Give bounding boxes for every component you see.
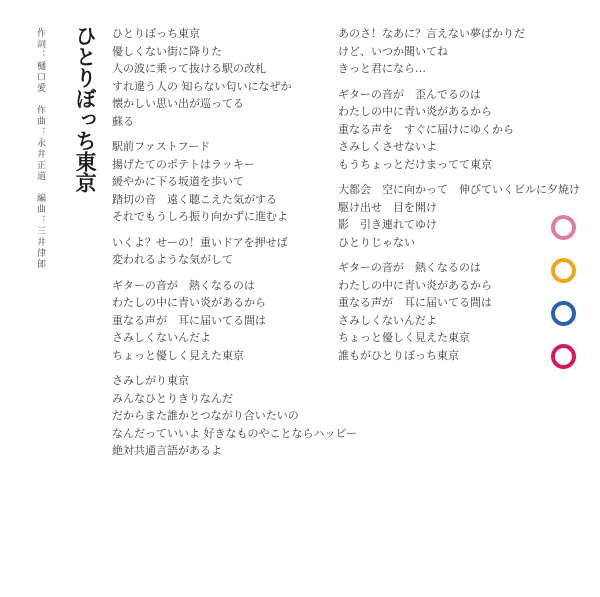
lyric-line: もうちょっとだけまってて東京 [338,157,492,171]
lyrics-stanza [112,138,357,226]
lyric-line: だからまた誰かとつながり合いたいの [112,409,299,422]
lyrics-stanza [338,259,580,364]
credits-vertical-text: 作詞：樋口愛 作曲：永井正道 編曲：三井律郎 [35,28,45,270]
lyrics-stanza [338,86,580,174]
lyric-line: さみしくさせないよ [338,140,437,153]
lyric-line: わたしの中に青い炎があるから [112,296,266,309]
lyric-line: みんなひとりきりなんだ [112,391,233,405]
lyric-line: わたしの中に青い炎があるから [338,278,492,292]
yellow-ring-icon [551,258,576,283]
lyric-line: ちょっと優しく見えた東京 [112,348,244,362]
lyric-line: 重なる声が 耳に届いてる間は [112,313,266,327]
lyric-line: 懐かしい思い出が巡ってる [112,97,244,110]
crimson-ring-icon [551,344,576,369]
pink-ring-icon [551,215,576,240]
lyrics-stanza [112,277,357,365]
lyric-line: 影 引き連れてゆけ [338,218,437,231]
lyrics-stanza [338,25,580,78]
lyric-line: ギターの音が 歪んでるのは [338,87,481,101]
lyric-line: それでもうしろ振り向かずに進むよ [112,210,288,223]
lyric-line: 誰もがひとりぼっち東京 [338,348,459,362]
lyric-line: さみしくないんだよ [338,313,437,327]
lyric-line: わたしの中に青い炎があるから [338,105,492,118]
lyric-line: けど、いつか聞いてね [338,44,448,58]
member-color-rings [551,215,576,369]
blue-ring-icon [551,301,576,326]
lyric-line: すれ違う人の 知らない匂いになぜか [112,79,292,93]
lyric-line: あのさ！なあに？言えない夢ばかりだ [338,27,525,40]
lyric-line: さみしがり東京 [112,374,189,387]
lyric-line: 駅前ファストフード [112,140,211,153]
lyric-line: きっと君になら… [338,62,426,75]
lyric-line: いくよ？せーの！重いドアを押せば [112,235,288,249]
lyrics-column-2 [338,25,580,372]
lyric-line: 人の波に乗って抜ける駅の改札 [112,62,266,75]
lyrics-stanza [112,234,357,269]
lyric-line: 駆け出せ 目を開け [338,200,437,214]
lyric-line: 大都会 空に向かって 伸びていくビルに夕焼け [338,183,580,196]
lyric-line: 変われるような気がして [112,253,233,266]
lyrics-stanza [338,181,580,251]
lyric-line: 絶対共通言語があるよ [112,444,222,457]
lyric-line: なんだっていいよ 好きなものやことならハッピー [112,426,358,440]
lyric-line: 緩やかに下る坂道を歩いて [112,175,244,188]
lyric-line: ギターの音が 熱くなるのは [338,261,481,274]
lyric-line: ひとりぼっち東京 [112,27,200,40]
lyrics-stanza [112,25,357,130]
lyric-line: 踏切の音 遠く聴こえた気がする [112,192,277,206]
lyric-line: ひとりじゃない [338,235,415,249]
lyric-line: 重なる声が 耳に届いてる間は [338,296,492,309]
lyric-line: 蘇る [112,114,134,128]
lyric-line: 揚げたてのポテトはラッキー [112,157,255,171]
lyric-line: 重なる声を すぐに届けにゆくから [338,122,514,136]
lyric-line: 優しくない街に降りた [112,44,222,58]
lyric-line: ちょっと優しく見えた東京 [338,331,470,344]
lyrics-stanza [112,372,357,460]
lyric-line: さみしくないんだよ [112,331,211,344]
lyrics-column-1 [112,25,357,468]
song-title-vertical-text: ひとりぼっち東京 [73,25,98,193]
lyric-line: ギターの音が 熱くなるのは [112,278,255,292]
